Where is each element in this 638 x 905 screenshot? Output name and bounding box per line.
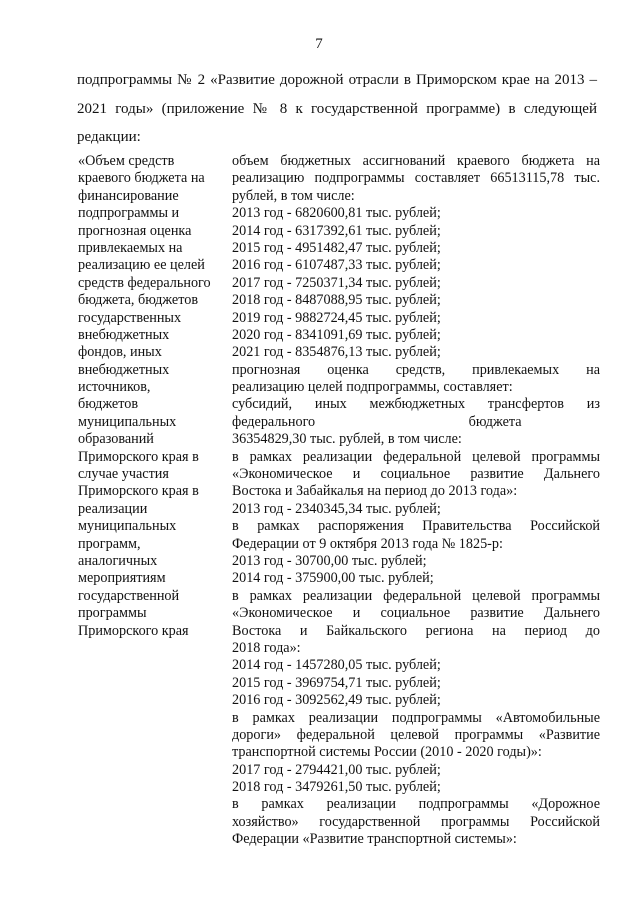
content-line: 2018 год - 3479261,50 тыс. рублей; (232, 779, 441, 796)
label-line: реализацию ее целей (78, 257, 205, 274)
content-line: Федерации от 9 октября 2013 года № 1825-р: (232, 535, 503, 552)
label-line: программ, (78, 535, 141, 552)
label-line: внебюджетных (78, 326, 170, 343)
content-line: объем бюджетных ассигнований краевого бюджета на (232, 153, 600, 169)
content-line: 2013 год - 30700,00 тыс. рублей; (232, 552, 427, 569)
content-line: в рамках реализации федеральной целевой программы (232, 587, 600, 604)
label-line: реализации (78, 500, 148, 517)
content-line: в рамках реализации подпрограммы «Автомобильные (232, 709, 600, 726)
label-line: государственной (78, 587, 180, 604)
content-line: рублей, в том числе: (232, 187, 355, 204)
label-line: бюджета, бюджетов (78, 292, 199, 309)
content-line: 2017 год - 2794421,00 тыс. рублей; (232, 761, 441, 778)
content-line: Востока и Байкальского региона на период до (232, 622, 600, 639)
intro-line: подпрограммы № 2 «Развитие дорожной отрасли в Приморском крае на 2013 – (77, 72, 597, 88)
label-line: случае участия (78, 466, 169, 483)
content-line: прогнозная оценка средств, привлекаемых на (232, 361, 600, 378)
content-line: 2020 год - 8341091,69 тыс. рублей; (232, 326, 441, 343)
label-line: источников, (78, 379, 151, 396)
content-line: «Экономическое и социальное развитие Дальнего (232, 466, 600, 483)
content-line: в рамках распоряжения Правительства Российской (232, 518, 600, 535)
label-line: внебюджетных (78, 361, 170, 378)
label-line: привлекаемых на (78, 239, 183, 256)
intro-line: 2021 годы» (приложение № 8 к государственной программе) в следующей (77, 100, 597, 117)
label-line: Приморского края в (78, 483, 199, 500)
content-line: 2018 года»: (232, 639, 301, 656)
content-line: хозяйство» государственной программы Российской (232, 813, 600, 830)
label-line: образований (78, 431, 154, 448)
content-line: 2016 год - 3092562,49 тыс. рублей; (232, 692, 441, 709)
content-line: 2015 год - 3969754,71 тыс. рублей; (232, 674, 441, 691)
content-line: «Экономическое и социальное развитие Дальнего (232, 605, 600, 622)
content-line: субсидий, иных межбюджетных трансфертов из (232, 396, 600, 413)
label-line: программы (78, 605, 147, 622)
content-line: 2021 год - 8354876,13 тыс. рублей; (232, 344, 441, 361)
label-line: мероприятиям (78, 570, 166, 587)
content-line: Востока и Забайкалья на период до 2013 года»: (232, 483, 518, 500)
label-line: бюджетов (78, 396, 139, 413)
label-line: муниципальных (78, 413, 177, 430)
content-line: транспортной системы России (2010 - 2020 годы)»: (232, 744, 542, 761)
label-line: «Объем средств (78, 153, 175, 169)
label-line: Приморского края (78, 622, 189, 639)
intro-paragraph (77, 66, 597, 152)
content-line: 2016 год - 6107487,33 тыс. рублей; (232, 257, 441, 274)
content-line: 2013 год - 6820600,81 тыс. рублей; (232, 205, 441, 222)
content-line: реализацию целей подпрограммы, составляет: (232, 379, 513, 396)
label-line: финансирование (78, 187, 179, 204)
label-line: аналогичных (78, 552, 158, 569)
content-line: 2018 год - 8487088,95 тыс. рублей; (232, 292, 441, 309)
content-line: федерального бюджета (232, 413, 522, 430)
content-line: 2014 год - 375900,00 тыс. рублей; (232, 570, 434, 587)
label-line: Приморского края в (78, 448, 199, 465)
label-line: краевого бюджета на (78, 170, 205, 187)
label-line: фондов, иных (78, 344, 162, 361)
content-line: 2019 год - 9882724,45 тыс. рублей; (232, 309, 441, 326)
table-label-column (78, 153, 228, 640)
table-content-column (232, 153, 600, 849)
content-line: 2014 год - 6317392,61 тыс. рублей; (232, 222, 441, 239)
content-line: дороги» федеральной целевой программы «Развитие (232, 726, 600, 743)
content-line: 2013 год - 2340345,34 тыс. рублей; (232, 500, 441, 517)
intro-line: редакции: (77, 129, 141, 145)
content-line: 2015 год - 4951482,47 тыс. рублей; (232, 239, 441, 256)
content-line: 2017 год - 7250371,34 тыс. рублей; (232, 274, 441, 291)
content-line: 2014 год - 1457280,05 тыс. рублей; (232, 657, 441, 674)
label-line: прогнозная оценка (78, 222, 192, 239)
content-line: Федерации «Развитие транспортной системы»: (232, 831, 517, 848)
content-line: в рамках реализации подпрограммы «Дорожное (232, 796, 600, 813)
label-line: муниципальных (78, 518, 177, 535)
label-line: государственных (78, 309, 182, 326)
label-line: подпрограммы и (78, 205, 180, 222)
content-line: в рамках реализации федеральной целевой программы (232, 448, 600, 465)
page-number: 7 (315, 36, 323, 52)
content-line: 36354829,30 тыс. рублей, в том числе: (232, 431, 462, 448)
content-line: реализацию подпрограммы составляет 66513115,78 тыс. (232, 170, 600, 187)
label-line: средств федерального (78, 274, 211, 291)
